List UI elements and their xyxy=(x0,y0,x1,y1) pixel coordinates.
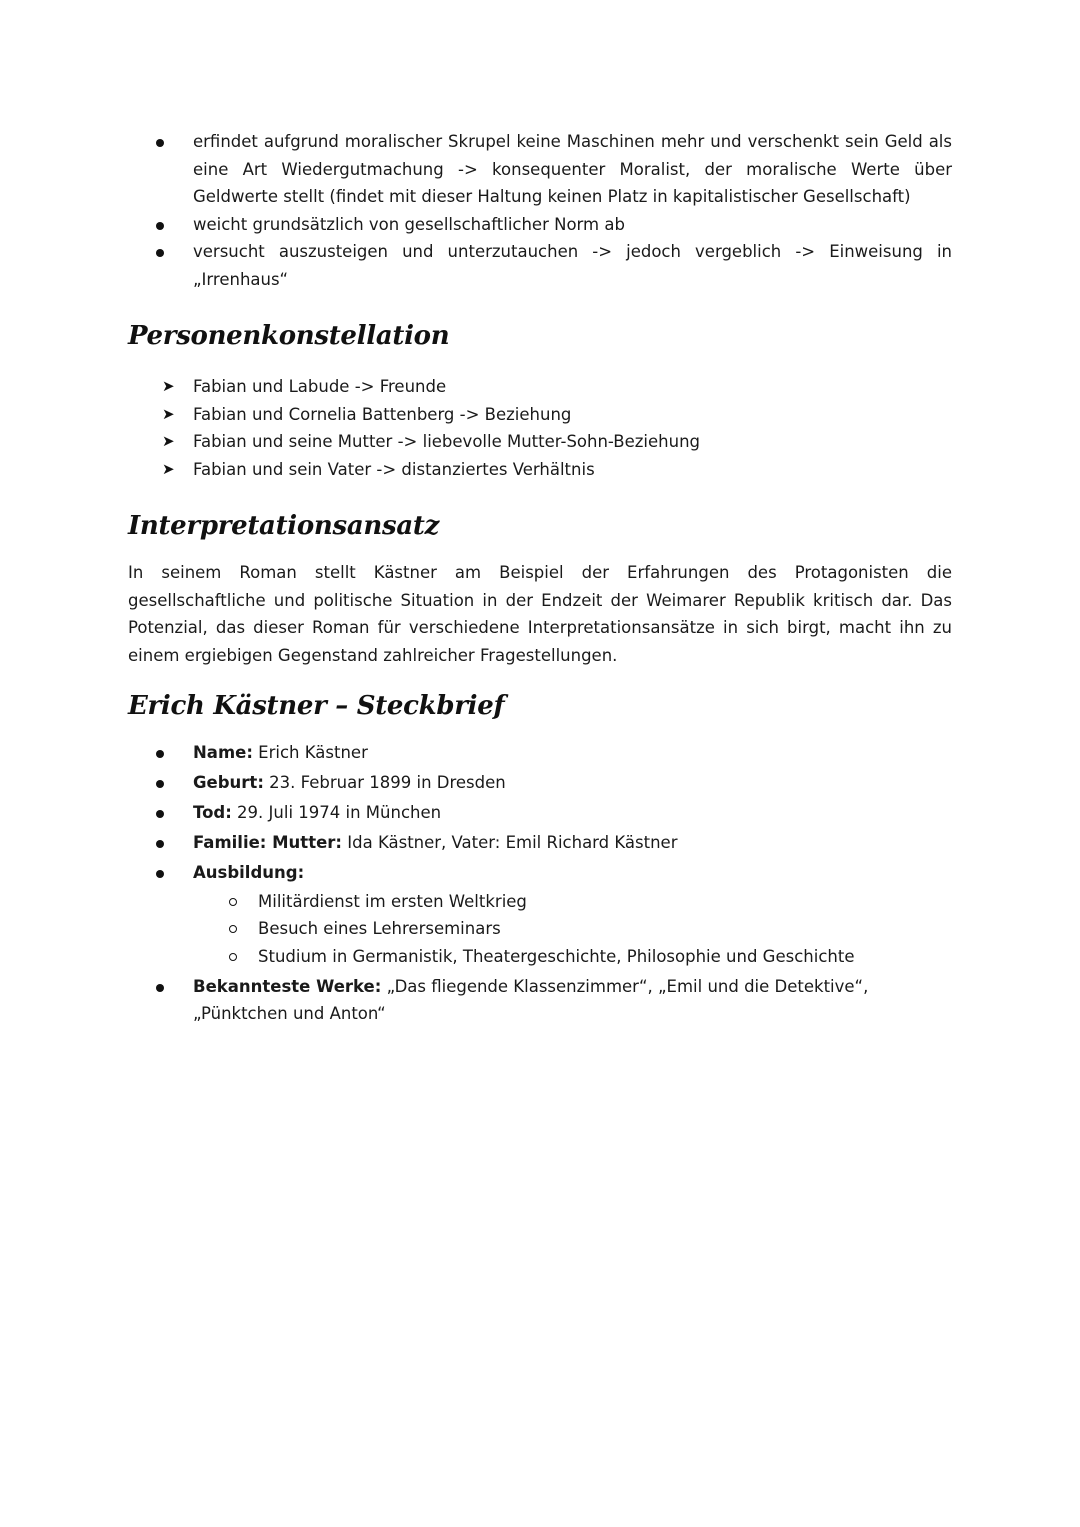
label: Name: xyxy=(193,743,253,762)
personen-list xyxy=(128,373,952,483)
list-item: Studium in Germanistik, Theatergeschichte, Philosophie und Geschichte xyxy=(193,943,952,971)
label: Tod: xyxy=(193,803,232,822)
heading-personenkonstellation: Personenkonstellation xyxy=(128,321,450,351)
steckbrief-list xyxy=(128,739,952,1028)
steckbrief-name xyxy=(128,739,952,767)
list-item: ➤ Fabian und Labude -> Freunde xyxy=(128,373,952,401)
steckbrief-werke xyxy=(128,973,952,1028)
list-item: Militärdienst im ersten Weltkrieg xyxy=(193,888,952,916)
value: Ida Kästner, Vater: Emil Richard Kästner xyxy=(342,833,678,852)
steckbrief-ausbildung xyxy=(128,859,952,970)
ausbildung-list xyxy=(193,888,952,971)
list-item: ➤ Fabian und Cornelia Battenberg -> Beziehung xyxy=(128,401,952,429)
list-item: erfindet aufgrund moralischer Skrupel keine Maschinen mehr und verschenkt sein Geld als eine Art Wiedergutmachung -> konsequenter Moralist, der moralische Werte über Geldwerte stellt (findet mit dieser Haltung keinen Platz in kapitalistischer Gesellschaft) xyxy=(128,128,952,211)
heading-steckbrief: Erich Kästner – Steckbrief xyxy=(128,691,505,721)
steckbrief-familie xyxy=(128,829,952,857)
list-item: Besuch eines Lehrerseminars xyxy=(193,915,952,943)
steckbrief-tod xyxy=(128,799,952,827)
value: „Das fliegende Klassenzimmer“, „Emil und die Detektive“, „Pünktchen und Anton“ xyxy=(193,976,869,1023)
list-item: ➤ Fabian und sein Vater -> distanziertes Verhältnis xyxy=(128,456,952,484)
heading-interpretationsansatz: Interpretationsansatz xyxy=(128,511,440,541)
document-content xyxy=(128,128,952,1030)
label: Ausbildung: xyxy=(193,863,305,882)
list-item: weicht grundsätzlich von gesellschaftlicher Norm ab xyxy=(128,211,952,239)
list-item: ➤ Fabian und seine Mutter -> liebevolle Mutter-Sohn-Beziehung xyxy=(128,428,952,456)
steckbrief-geburt xyxy=(128,769,952,797)
list-item: versucht auszusteigen und unterzutauchen -> jedoch vergeblich -> Einweisung in „Irrenhaus“ xyxy=(128,238,952,293)
label: Geburt: xyxy=(193,773,264,792)
label: Mutter: xyxy=(266,833,343,852)
intro-list xyxy=(128,128,952,293)
value: Erich Kästner xyxy=(252,743,368,762)
interpretation-paragraph: In seinem Roman stellt Kästner am Beispiel der Erfahrungen des Protagonisten die gesellschaftliche und politische Situation in der Endzeit der Weimarer Republik kritisch dar. Das Potenzial, das dieser Roman für verschiedene Interpretationsansätze in sich birgt, macht ihn zu einem ergiebigen Gegenstand zahlreicher Fragestellungen. xyxy=(128,563,952,665)
value: 23. Februar 1899 in Dresden xyxy=(263,773,506,792)
label: Bekannteste Werke: xyxy=(193,976,382,996)
label: Familie: xyxy=(193,833,267,852)
value: 29. Juli 1974 in München xyxy=(231,803,442,822)
